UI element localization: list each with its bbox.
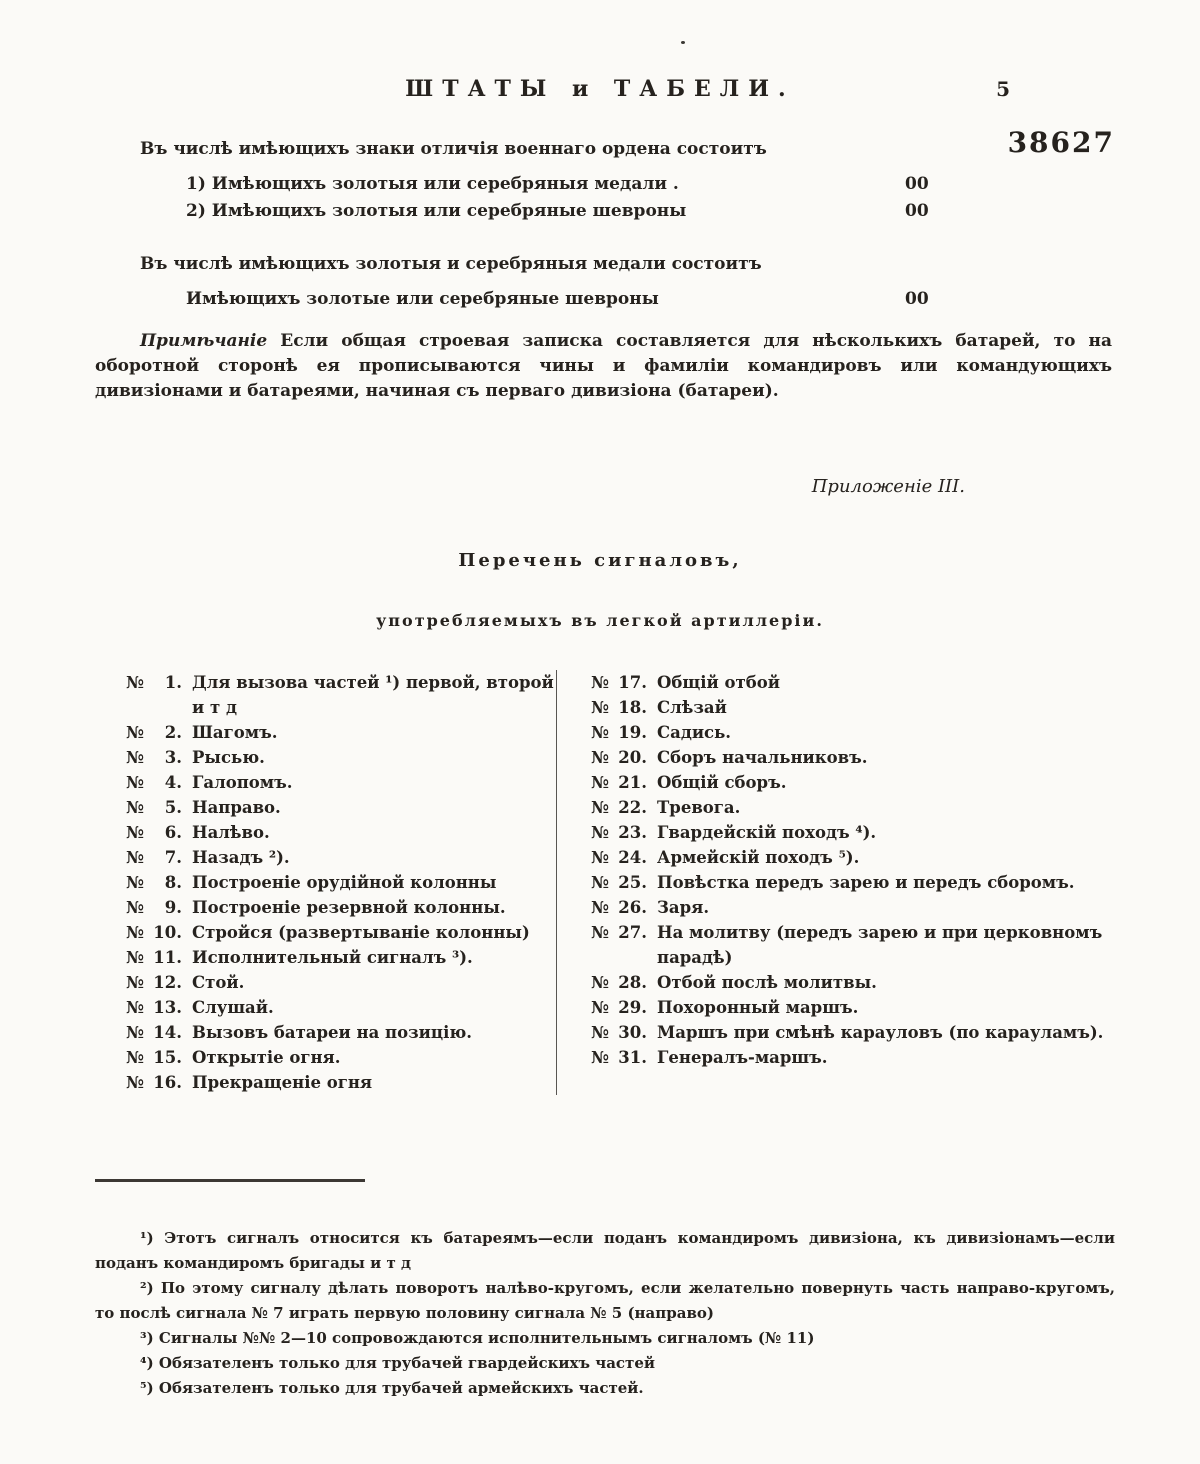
signal-text: Армейскій походъ ⁵). xyxy=(657,848,860,867)
signal-number: 30. xyxy=(618,1023,647,1042)
signal-list-item xyxy=(126,720,556,745)
signal-text: Генералъ-маршъ. xyxy=(657,1048,828,1067)
numero-sign: № xyxy=(126,973,144,992)
signal-text: Для вызова частей ¹) первой, второй и т д xyxy=(192,673,554,717)
doc-row xyxy=(0,126,1200,163)
signal-text: Слушай. xyxy=(192,998,274,1017)
signal-list-item xyxy=(126,995,556,1020)
signal-list-item xyxy=(126,945,556,970)
signal-list-item xyxy=(591,970,1110,995)
numero-sign: № xyxy=(126,848,144,867)
page-header xyxy=(0,76,1200,106)
numero-sign: № xyxy=(591,848,609,867)
signal-list-item xyxy=(126,1045,556,1070)
signal-text: Садись. xyxy=(657,723,732,742)
footnote xyxy=(95,1326,1115,1351)
signal-list-item xyxy=(591,845,1110,870)
signal-list-item xyxy=(591,820,1110,845)
signals-list xyxy=(126,670,1110,1095)
footnote-text: ¹) Этотъ сигналъ относится къ батареямъ—если поданъ командиромъ дивизіона, къ дивизіонамъ—если поданъ командиромъ бригады и т д xyxy=(95,1229,1115,1272)
appendix-label: Приложеніе III. xyxy=(811,476,965,497)
signal-list-item xyxy=(126,1020,556,1045)
signal-list-item xyxy=(591,670,1110,695)
numero-sign: № xyxy=(591,998,609,1017)
footnote-rule xyxy=(95,1179,365,1182)
signal-list-item xyxy=(126,920,556,945)
signal-list-item xyxy=(126,845,556,870)
signal-list-item xyxy=(591,920,1110,970)
signal-text: На молитву (передъ зарею и при церковномъ парадѣ) xyxy=(657,923,1103,967)
stat-value: 00 xyxy=(905,201,929,221)
signal-number: 18. xyxy=(618,698,647,717)
numero-sign: № xyxy=(591,723,609,742)
signal-number: 24. xyxy=(618,848,647,867)
numero-sign: № xyxy=(126,798,144,817)
note-paragraph xyxy=(95,329,1112,404)
footnotes xyxy=(0,1226,1200,1401)
signal-list-item xyxy=(591,995,1110,1020)
signal-list-item xyxy=(126,820,556,845)
signal-text: Стой. xyxy=(192,973,245,992)
signal-number: 8. xyxy=(164,873,182,892)
signal-text: Построеніе резервной колонны. xyxy=(192,898,506,917)
signal-number: 19. xyxy=(618,723,647,742)
numero-sign: № xyxy=(126,1023,144,1042)
signal-number: 31. xyxy=(618,1048,647,1067)
signal-list-item xyxy=(126,795,556,820)
page-number: 5 xyxy=(996,77,1010,101)
signal-text: Стройся (развертываніе колонны) xyxy=(192,923,530,942)
signal-number: 16. xyxy=(153,1073,182,1092)
footnote xyxy=(95,1276,1115,1326)
signal-number: 5. xyxy=(164,798,182,817)
signal-list-item xyxy=(126,870,556,895)
signal-number: 13. xyxy=(153,998,182,1017)
signals-column-left xyxy=(126,670,556,1095)
signal-number: 2. xyxy=(164,723,182,742)
signal-text: Направо. xyxy=(192,798,281,817)
numero-sign: № xyxy=(591,698,609,717)
signal-text: Построеніе орудійной колонны xyxy=(192,873,497,892)
signal-text: Маршъ при смѣнѣ карауловъ (по карауламъ). xyxy=(657,1023,1104,1042)
numero-sign: № xyxy=(126,998,144,1017)
signal-text: Налѣво. xyxy=(192,823,270,842)
numero-sign: № xyxy=(591,973,609,992)
numero-sign: № xyxy=(591,798,609,817)
signal-number: 29. xyxy=(618,998,647,1017)
signal-list-item xyxy=(591,870,1110,895)
signal-number: 3. xyxy=(164,748,182,767)
signal-number: 23. xyxy=(618,823,647,842)
numero-sign: № xyxy=(591,748,609,767)
signal-list-item xyxy=(126,670,556,720)
signal-text: Общій сборъ. xyxy=(657,773,787,792)
signal-text: Открытіе огня. xyxy=(192,1048,341,1067)
stat-row xyxy=(186,171,1110,198)
signal-list-item xyxy=(591,745,1110,770)
signal-number: 21. xyxy=(618,773,647,792)
footnote xyxy=(95,1376,1115,1401)
numero-sign: № xyxy=(591,1048,609,1067)
footnote xyxy=(95,1226,1115,1276)
signal-number: 26. xyxy=(618,898,647,917)
doc-number: 38627 xyxy=(1007,126,1115,159)
numero-sign: № xyxy=(126,923,144,942)
signal-list-item xyxy=(591,1020,1110,1045)
signal-text: Гвардейскій походъ ⁴). xyxy=(657,823,877,842)
signal-text: Назадъ ²). xyxy=(192,848,290,867)
signal-number: 20. xyxy=(618,748,647,767)
signal-list-item xyxy=(591,895,1110,920)
footnote-text: ²) По этому сигналу дѣлать поворотъ налѣво-кругомъ, если желательно повернуть часть направо-кругомъ, то послѣ сигнала № 7 играть первую половину сигнала № 5 (направо) xyxy=(95,1279,1115,1322)
numero-sign: № xyxy=(126,748,144,767)
signal-number: 28. xyxy=(618,973,647,992)
footnote-text: ⁵) Обязателенъ только для трубачей армейскихъ частей. xyxy=(140,1379,644,1397)
numero-sign: № xyxy=(591,1023,609,1042)
signal-number: 10. xyxy=(153,923,182,942)
signals-title: Перечень сигналовъ, xyxy=(458,550,742,571)
signal-text: Заря. xyxy=(657,898,710,917)
numero-sign: № xyxy=(126,873,144,892)
signal-number: 1. xyxy=(164,673,182,692)
signal-number: 4. xyxy=(164,773,182,792)
signal-number: 6. xyxy=(164,823,182,842)
signal-number: 25. xyxy=(618,873,647,892)
page-header-title: ШТАТЫ и ТАБЕЛИ. xyxy=(405,76,795,102)
numero-sign: № xyxy=(126,723,144,742)
signal-list-item xyxy=(126,970,556,995)
signal-list-item xyxy=(591,720,1110,745)
signal-number: 9. xyxy=(164,898,182,917)
stat-label: 2) Имѣющихъ золотыя или серебряные шевроны xyxy=(186,201,687,221)
signal-text: Галопомъ. xyxy=(192,773,293,792)
stat-label: Имѣющихъ золотые или серебряные шевроны xyxy=(186,289,659,309)
numero-sign: № xyxy=(126,823,144,842)
signal-text: Повѣстка передъ зарею и передъ сборомъ. xyxy=(657,873,1075,892)
signal-text: Отбой послѣ молитвы. xyxy=(657,973,877,992)
footnote xyxy=(95,1351,1115,1376)
signal-number: 11. xyxy=(153,948,182,967)
numero-sign: № xyxy=(126,673,144,692)
signal-number: 12. xyxy=(153,973,182,992)
footnote-text: ⁴) Обязателенъ только для трубачей гвардейскихъ частей xyxy=(140,1354,656,1372)
stat-value: 00 xyxy=(905,174,929,194)
signal-list-item xyxy=(126,770,556,795)
numero-sign: № xyxy=(591,673,609,692)
note-label: Примѣчаніе xyxy=(140,331,268,351)
signal-text: Тревога. xyxy=(657,798,741,817)
signal-number: 17. xyxy=(618,673,647,692)
signal-list-item xyxy=(591,795,1110,820)
signal-list-item xyxy=(591,770,1110,795)
section-medals-heading: Въ числѣ имѣющихъ золотыя и серебряныя медали состоитъ xyxy=(140,254,762,274)
signal-list-item xyxy=(126,745,556,770)
signal-text: Похоронный маршъ. xyxy=(657,998,859,1017)
signal-text: Сборъ начальниковъ. xyxy=(657,748,868,767)
numero-sign: № xyxy=(126,773,144,792)
signal-text: Исполнительный сигналъ ³). xyxy=(192,948,473,967)
numero-sign: № xyxy=(591,898,609,917)
signal-list-item xyxy=(591,695,1110,720)
signal-text: Общій отбой xyxy=(657,673,780,692)
footnote-text: ³) Сигналы №№ 2—10 сопровождаются исполнительнымъ сигналомъ (№ 11) xyxy=(140,1329,815,1347)
signal-text: Прекращеніе огня xyxy=(192,1073,373,1092)
signals-subtitle: употребляемыхъ въ легкой артиллеріи. xyxy=(376,611,824,630)
numero-sign: № xyxy=(126,1048,144,1067)
stat-row xyxy=(186,198,1110,225)
section-medals-items xyxy=(0,286,1200,313)
stat-row xyxy=(186,286,1110,313)
numero-sign: № xyxy=(591,773,609,792)
note-text: Если общая строевая записка составляется для нѣсколькихъ батарей, то на оборотной сторонѣ ея прописываются чины и фамиліи командировъ или командующихъ дивизіонами и батареями, начиная съ перваго дивизіона (батареи). xyxy=(95,331,1112,401)
signal-list-item xyxy=(591,1045,1110,1070)
numero-sign: № xyxy=(591,823,609,842)
numero-sign: № xyxy=(126,948,144,967)
signal-number: 7. xyxy=(164,848,182,867)
numero-sign: № xyxy=(126,1073,144,1092)
signal-number: 14. xyxy=(153,1023,182,1042)
section-orders-items xyxy=(0,171,1200,225)
numero-sign: № xyxy=(126,898,144,917)
signal-number: 15. xyxy=(153,1048,182,1067)
signal-text: Рысью. xyxy=(192,748,265,767)
signal-list-item xyxy=(126,1070,556,1095)
numero-sign: № xyxy=(591,923,609,942)
section-orders-heading: Въ числѣ имѣющихъ знаки отличія военнаго ордена состоитъ xyxy=(140,139,767,159)
signal-text: Вызовъ батареи на позицію. xyxy=(192,1023,473,1042)
signal-text: Шагомъ. xyxy=(192,723,278,742)
stat-value: 00 xyxy=(905,289,929,309)
signals-column-right xyxy=(556,670,1110,1095)
numero-sign: № xyxy=(591,873,609,892)
signal-number: 27. xyxy=(618,923,647,942)
signal-text: Слѣзай xyxy=(657,698,727,717)
signal-list-item xyxy=(126,895,556,920)
stat-label: 1) Имѣющихъ золотыя или серебряныя медали . xyxy=(186,174,679,194)
scan-artifact-dot xyxy=(681,41,685,44)
signal-number: 22. xyxy=(618,798,647,817)
